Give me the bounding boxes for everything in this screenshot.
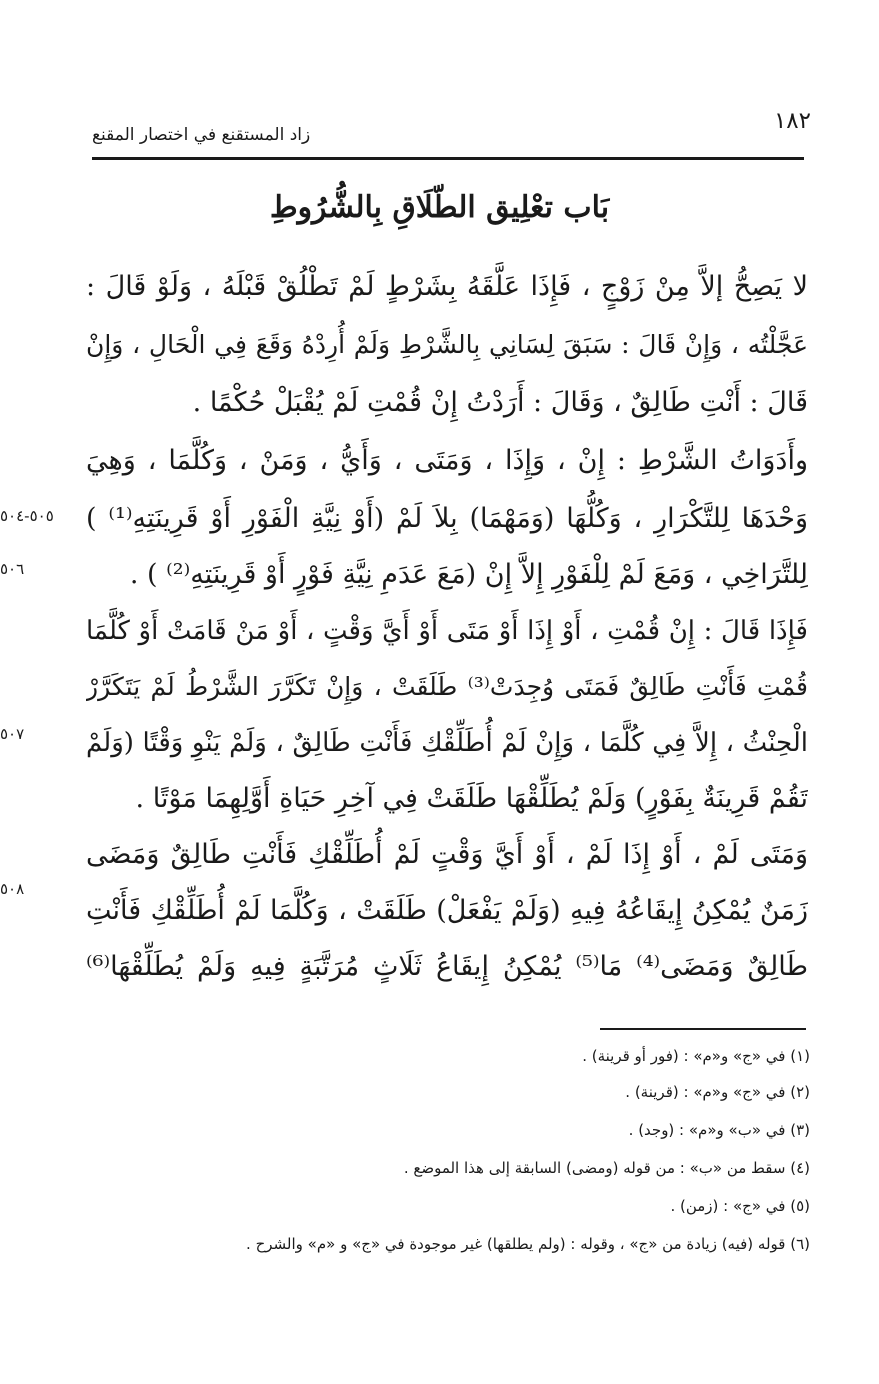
- footnote: (٣) في «ب» و«م» : (وجد) .: [628, 1121, 810, 1139]
- body-line: قَالَ : أَنْتِ طَالِقٌ ، وَقَالَ : أَرَدْتُ إِنْ قُمْتِ لَمْ يُقْبَلْ حُكْمًا .: [192, 387, 808, 418]
- margin-reference: ٥٠٥-٥٠٤: [0, 507, 54, 525]
- body-line: فَإِذَا قَالَ : إِنْ قُمْتِ ، أَوْ إِذَا أَوْ مَتَى أَوْ أَيَّ وَقْتٍ ، أَوْ مَنْ قَامَتْ أَوْ كُلَّمَا: [86, 616, 808, 646]
- body-line: طَالِقٌ وَمَضَى⁽⁴⁾ مَا⁽⁵⁾ يُمْكِنُ إِيقَاعُ ثَلَاثٍ مُرَتَّبَةٍ فِيهِ وَلَمْ يُطَلِّقْهَا⁽⁶⁾: [86, 951, 808, 982]
- footnote: (١) في «ج» و«م» : (فور أو قرينة) .: [582, 1047, 810, 1065]
- body-line: وأَدَوَاتُ الشَّرْطِ : إِنْ ، وَإِذَا ، وَمَتَى ، وَأَيُّ ، وَمَنْ ، وَكُلَّمَا ، وَهِيَ: [86, 445, 808, 476]
- body-line: قُمْتِ فَأَنْتِ طَالِقٌ فَمَتَى وُجِدَتْ⁽³⁾ طَلَقَتْ ، وَإِنْ تَكَرَّرَ الشَّرْطُ لَمْ يَتَكَرَّرْ: [86, 672, 808, 701]
- margin-reference: ٥٠٨: [0, 880, 25, 898]
- footnote: (٤) سقط من «ب» : من قوله (ومضى) السابقة إلى هذا الموضع .: [403, 1159, 810, 1177]
- body-line: تَقُمْ قَرِينَةٌ بِفَوْرٍ) وَلَمْ يُطَلِّقْهَا طَلَقَتْ فِي آخِرِ حَيَاةِ أَوَّلِهِمَا مَوْتًا .: [135, 783, 808, 814]
- footnote: (٥) في «ج» : (زمن) .: [670, 1197, 810, 1215]
- body-line: لِلتَّرَاخِي ، وَمَعَ لَمْ لِلْفَوْرِ إِلاَّ إِنْ (مَعَ عَدَمِ نِيَّةِ فَوْرٍ أَوْ قَرِينَتِهِ⁽²⁾ ) .: [129, 559, 808, 590]
- page-number: ١٨٢: [773, 108, 811, 134]
- body-line: زَمَنٌ يُمْكِنُ إِيقَاعُهُ فِيهِ (وَلَمْ يَفْعَلْ) طَلَقَتْ ، وَكُلَّمَا لَمْ أُطَلِّقْكِ فَأَنْتِ: [86, 895, 808, 926]
- margin-reference: ٥٠٧: [0, 725, 25, 743]
- body-line: وَمَتَى لَمْ ، أَوْ إِذَا لَمْ ، أَوْ أَيَّ وَقْتٍ لَمْ أُطَلِّقْكِ فَأَنْتِ طَالِقٌ وَمَضَى: [86, 839, 808, 870]
- footnote: (٢) في «ج» و«م» : (قرينة) .: [625, 1083, 810, 1101]
- footnote-rule: [600, 1028, 806, 1030]
- header-rule: [92, 157, 804, 160]
- footnote: (٦) قوله (فيه) زيادة من «ج» ، وقوله : (ولم يطلقها) غير موجودة في «ج» و «م» والشرح .: [246, 1235, 810, 1253]
- body-line: وَحْدَهَا لِلتَّكْرَارِ ، وَكُلُّهَا (وَمَهْمَا) بِلاَ لَمْ (أَوْ نِيَّةِ الْفَوْرِ أَوْ قَرِينَتِهِ⁽¹⁾ ): [86, 503, 808, 534]
- body-line: الْحِنْثُ ، إِلاَّ فِي كُلَّمَا ، وَإِنْ لَمْ أُطَلِّقْكِ فَأَنْتِ طَالِقٌ ، وَلَمْ يَنْوِ وَقْتًا (وَلَمْ: [86, 728, 808, 758]
- margin-reference: ٥٠٦: [0, 560, 25, 578]
- running-title: زاد المستقنع في اختصار المقنع: [92, 125, 311, 145]
- body-line: لا يَصِحُّ إلاَّ مِنْ زَوْجٍ ، فَإِذَا عَلَّقَهُ بِشَرْطٍ لَمْ تَطْلُقْ قَبْلَهُ ، وَلَوْ قَالَ :: [86, 271, 808, 302]
- body-line: عَجَّلْتُه ، وَإِنْ قَالَ : سَبَقَ لِسَانِي بِالشَّرْطِ وَلَمْ أُرِدْهُ وَقَعَ فِي الْحَالِ ، وَإِنْ: [86, 330, 808, 359]
- chapter-title: بَاب تعْلِيق الطّلَاقِ بِالشُّرُوطِ: [269, 190, 610, 225]
